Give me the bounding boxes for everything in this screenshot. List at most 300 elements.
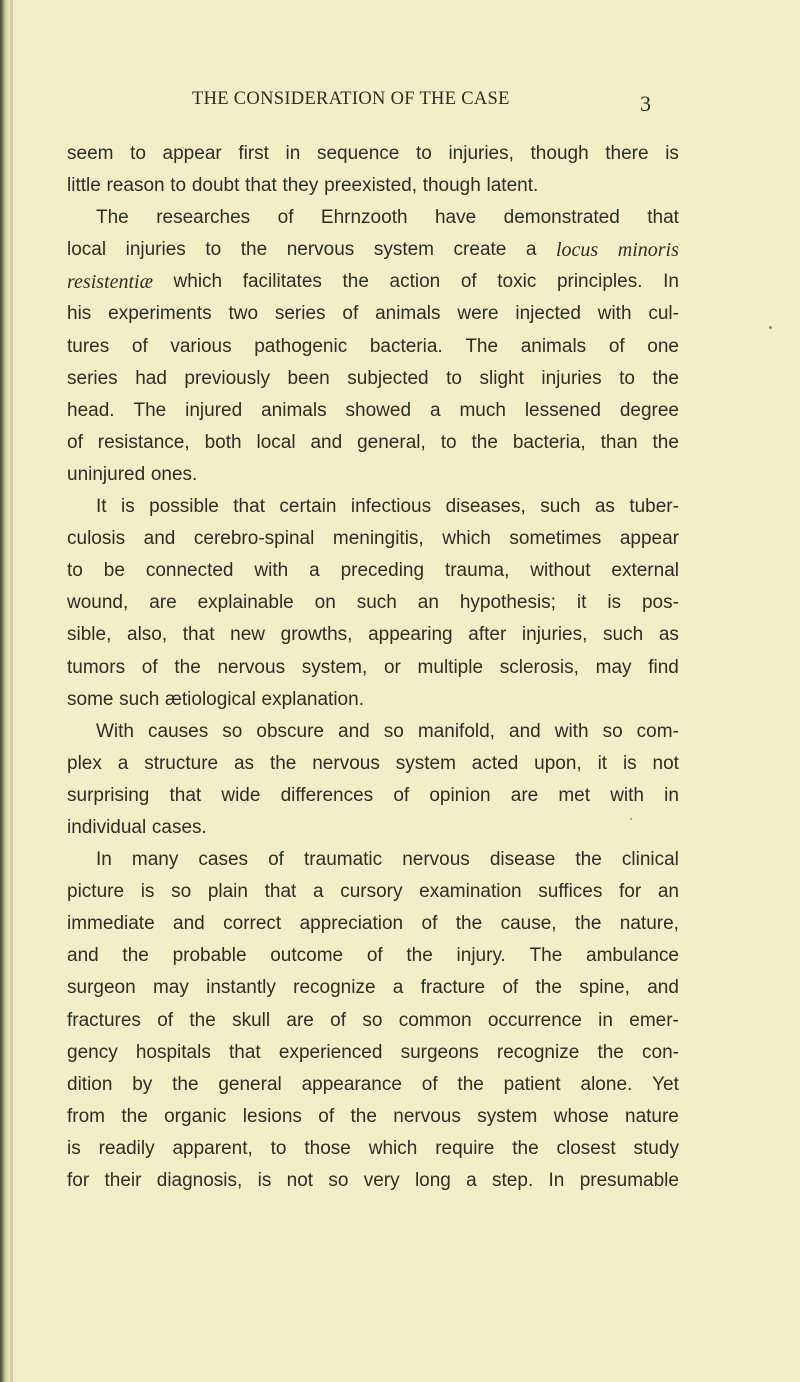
- word: previously: [184, 367, 270, 389]
- word: instantly: [206, 977, 276, 999]
- word: to: [440, 431, 457, 453]
- gutter-shadow: [10, 0, 13, 1382]
- word: pos-: [641, 592, 679, 614]
- paper-speck: [769, 326, 772, 329]
- word: are: [286, 1009, 314, 1031]
- word: causes: [148, 720, 209, 742]
- word: cases: [198, 849, 249, 871]
- word: wound,: [67, 592, 129, 614]
- word: facilitates: [242, 271, 322, 293]
- word: meningitis,: [332, 528, 424, 550]
- word: by: [132, 1073, 153, 1095]
- text-line: [67, 1165, 679, 1197]
- text-line: [67, 972, 679, 1004]
- word: the: [406, 945, 433, 967]
- word: to: [205, 239, 222, 261]
- word: upon,: [534, 752, 582, 774]
- word: a: [429, 399, 441, 421]
- word: diseases,: [445, 496, 526, 518]
- word: injected: [515, 303, 581, 325]
- word: a: [466, 1170, 477, 1191]
- word: outcome: [270, 945, 344, 967]
- word: general,: [357, 431, 426, 453]
- word: for: [619, 881, 642, 903]
- word: for: [67, 1170, 90, 1191]
- word: of: [141, 656, 158, 678]
- word: little: [67, 175, 101, 197]
- word: surgeons: [400, 1041, 479, 1063]
- word: alone.: [580, 1073, 633, 1095]
- word: In: [548, 1170, 565, 1191]
- text-line: [67, 940, 679, 972]
- word: emer-: [629, 1009, 679, 1031]
- word: sequence: [316, 143, 400, 164]
- page-binding-edge: [0, 0, 10, 1382]
- word: after: [468, 624, 507, 646]
- word: with: [610, 784, 644, 806]
- word: sible,: [67, 624, 112, 646]
- word: cerebro-spinal: [193, 528, 315, 550]
- word: to: [67, 560, 83, 582]
- word: minoris: [617, 239, 679, 262]
- word: step.: [492, 1170, 534, 1191]
- word: The: [465, 335, 499, 357]
- text-line: [67, 908, 679, 940]
- word: a: [392, 977, 404, 999]
- word: demonstrated: [503, 207, 620, 229]
- word: com-: [636, 720, 679, 742]
- word: nervous: [393, 1105, 461, 1127]
- word: their: [104, 1170, 142, 1191]
- text-line: [67, 363, 679, 395]
- word: pathogenic: [254, 335, 348, 357]
- word: an: [417, 592, 439, 614]
- word: though: [530, 143, 589, 164]
- word: surgeon: [67, 977, 136, 999]
- word: met: [558, 784, 591, 806]
- word: were: [457, 303, 499, 325]
- text-line: [67, 331, 679, 363]
- text-line: [67, 555, 679, 587]
- word: that: [233, 496, 265, 518]
- word: preceding: [340, 560, 425, 582]
- word: showed: [345, 399, 412, 421]
- word: is: [622, 752, 637, 774]
- word: of: [393, 784, 410, 806]
- word: be: [103, 560, 125, 582]
- word: not: [286, 1170, 314, 1191]
- word: which: [442, 528, 491, 550]
- word: injured: [185, 399, 243, 421]
- word: individual: [67, 816, 147, 838]
- word: injuries,: [521, 624, 588, 646]
- word: the: [471, 431, 498, 453]
- word: appearing: [368, 624, 453, 646]
- word: cul-: [648, 303, 679, 325]
- word: subjected: [347, 367, 429, 389]
- word: with: [597, 303, 632, 325]
- word: nervous: [402, 849, 470, 871]
- word: sometimes: [509, 528, 602, 550]
- word: series: [274, 303, 326, 325]
- word: the: [457, 1073, 484, 1095]
- word: wide: [221, 784, 261, 806]
- word: animals: [261, 399, 327, 421]
- word: system,: [301, 656, 368, 678]
- word: correct: [223, 913, 282, 935]
- word: tumors: [67, 656, 126, 678]
- word: picture: [67, 881, 125, 903]
- word: so: [328, 1170, 349, 1191]
- word: obscure: [256, 720, 324, 742]
- paper-speck: [630, 818, 632, 820]
- word: two: [228, 303, 259, 325]
- word: clinical: [621, 849, 679, 871]
- word: disease: [489, 849, 556, 871]
- word: lesions: [242, 1105, 302, 1127]
- word: are: [510, 784, 539, 806]
- word: ambulance: [586, 945, 679, 967]
- word: recognize: [293, 977, 376, 999]
- word: so: [222, 720, 243, 742]
- word: reason: [106, 175, 165, 197]
- word: a: [309, 560, 320, 582]
- word: plain: [207, 881, 248, 903]
- word: resistance,: [97, 431, 190, 453]
- word: as: [594, 496, 615, 518]
- word: to: [170, 175, 187, 197]
- word: nervous: [312, 752, 380, 774]
- word: there: [605, 143, 649, 164]
- word: system: [395, 752, 456, 774]
- word: bacteria.: [369, 335, 443, 357]
- word: with: [254, 560, 289, 582]
- word: of: [330, 1009, 347, 1031]
- word: dition: [67, 1073, 113, 1095]
- text-line: [67, 1101, 679, 1133]
- word: local: [67, 239, 107, 261]
- text-line: [67, 1005, 679, 1037]
- word: hypothesis;: [459, 592, 556, 614]
- text-line: [67, 684, 679, 716]
- text-line: [67, 844, 679, 876]
- word: fracture: [420, 977, 486, 999]
- word: the: [652, 367, 679, 389]
- word: find: [648, 656, 679, 678]
- word: infectious: [350, 496, 432, 518]
- word: manifold,: [417, 720, 495, 742]
- word: general: [218, 1073, 282, 1095]
- word: that: [245, 175, 277, 197]
- word: his: [67, 303, 92, 325]
- word: is: [607, 592, 622, 614]
- text-line: [67, 1069, 679, 1101]
- word: of: [460, 271, 477, 293]
- word: so: [383, 720, 404, 742]
- word: the: [350, 1105, 377, 1127]
- word: resistentiæ: [67, 271, 153, 294]
- word: may: [152, 977, 189, 999]
- word: bacteria,: [512, 431, 586, 453]
- page-number: 3: [640, 91, 651, 116]
- word: both: [204, 431, 242, 453]
- word: been: [287, 367, 330, 389]
- word: the: [121, 1105, 148, 1127]
- word: system: [373, 239, 435, 261]
- word: which: [368, 1137, 418, 1159]
- word: plex: [67, 752, 102, 774]
- word: they: [282, 175, 319, 197]
- word: it: [597, 752, 608, 774]
- word: appearance: [301, 1073, 402, 1095]
- word: so: [362, 1009, 383, 1031]
- word: that: [264, 881, 297, 903]
- word: to: [270, 1137, 287, 1159]
- word: the: [455, 913, 483, 935]
- word: seem: [67, 143, 114, 164]
- word: skull: [232, 1009, 271, 1031]
- word: of: [131, 335, 148, 357]
- text-line: [67, 716, 679, 748]
- word: diagnosis,: [156, 1170, 243, 1191]
- text-line: [67, 1037, 679, 1069]
- word: explainable: [197, 592, 294, 614]
- word: examination: [419, 881, 522, 903]
- word: it: [576, 592, 587, 614]
- word: the: [122, 945, 149, 967]
- word: immediate: [67, 913, 155, 935]
- word: opinion: [429, 784, 491, 806]
- word: con-: [642, 1041, 679, 1063]
- word: an: [657, 881, 679, 903]
- word: presumable: [579, 1170, 679, 1191]
- word: uninjured: [67, 463, 146, 485]
- word: a: [525, 239, 537, 261]
- text-line: [67, 748, 679, 780]
- word: readily: [98, 1137, 155, 1159]
- word: injuries,: [448, 143, 514, 164]
- text-line: [67, 298, 679, 330]
- page-header: [192, 89, 662, 116]
- word: as: [658, 624, 679, 646]
- word: local: [256, 431, 296, 453]
- text-line: [67, 491, 679, 523]
- word: as: [233, 752, 255, 774]
- word: in: [285, 143, 301, 164]
- word: injury.: [456, 945, 506, 967]
- word: cursory: [340, 881, 403, 903]
- text-line: [67, 395, 679, 427]
- word: of: [502, 977, 519, 999]
- text-line: [67, 812, 679, 844]
- word: appear: [162, 143, 222, 164]
- word: growths,: [280, 624, 353, 646]
- word: of: [342, 303, 359, 325]
- word: apparent,: [172, 1137, 253, 1159]
- word: principles.: [556, 271, 643, 293]
- word: such: [356, 592, 397, 614]
- word: of: [157, 1009, 174, 1031]
- word: and: [143, 528, 176, 550]
- word: head.: [67, 399, 115, 421]
- word: recognize: [496, 1041, 580, 1063]
- word: In: [96, 849, 112, 871]
- text-line: [67, 523, 679, 555]
- word: and: [310, 431, 343, 453]
- word: action: [389, 271, 441, 293]
- word: is: [120, 496, 135, 518]
- word: structure: [144, 752, 219, 774]
- word: cause,: [500, 913, 557, 935]
- word: long: [414, 1170, 451, 1191]
- word: doubt: [191, 175, 240, 197]
- word: of: [608, 335, 625, 357]
- word: a: [312, 881, 324, 903]
- word: injuries: [541, 367, 602, 389]
- word: With: [96, 720, 134, 742]
- word: much: [459, 399, 506, 421]
- word: experienced: [278, 1041, 383, 1063]
- word: so: [171, 881, 192, 903]
- word: certain: [279, 496, 337, 518]
- word: with: [554, 720, 589, 742]
- word: the: [597, 1041, 624, 1063]
- word: study: [633, 1137, 679, 1159]
- word: differences: [280, 784, 374, 806]
- word: of: [268, 849, 284, 871]
- word: appreciation: [299, 913, 404, 935]
- word: Yet: [652, 1073, 679, 1095]
- word: of: [318, 1105, 335, 1127]
- word: whose: [553, 1105, 609, 1127]
- word: is: [665, 143, 679, 164]
- word: and: [338, 720, 370, 742]
- text-line: [67, 459, 679, 491]
- word: a: [117, 752, 129, 774]
- word: latent.: [486, 175, 539, 197]
- running-head: THE CONSIDERATION OF THE CASE: [192, 89, 510, 109]
- word: The: [529, 945, 563, 967]
- word: in: [664, 784, 679, 806]
- word: the: [240, 239, 268, 261]
- text-line: [67, 876, 679, 908]
- word: closest: [556, 1137, 616, 1159]
- word: require: [435, 1137, 495, 1159]
- word: have: [434, 207, 477, 229]
- word: preexisted,: [324, 175, 418, 197]
- word: animals: [375, 303, 441, 325]
- word: may: [595, 656, 632, 678]
- text-line: [67, 266, 679, 298]
- word: one: [647, 335, 679, 357]
- word: common: [398, 1009, 472, 1031]
- text-line: [67, 202, 679, 234]
- word: culosis: [67, 528, 126, 550]
- word: probable: [172, 945, 247, 967]
- word: those: [304, 1137, 351, 1159]
- word: in: [598, 1009, 613, 1031]
- word: of: [366, 945, 383, 967]
- word: the: [512, 1137, 539, 1159]
- word: is: [67, 1137, 81, 1159]
- text-line: [67, 427, 679, 459]
- word: The: [96, 207, 129, 229]
- word: very: [363, 1170, 400, 1191]
- word: not: [652, 752, 679, 774]
- word: though: [422, 175, 481, 197]
- word: organic: [164, 1105, 227, 1127]
- text-line: [67, 1133, 679, 1165]
- word: cases.: [151, 816, 207, 838]
- word: which: [173, 271, 223, 293]
- word: spine,: [579, 977, 630, 999]
- word: nature,: [619, 913, 679, 935]
- word: surprising: [67, 784, 150, 806]
- word: multiple: [417, 656, 484, 678]
- word: is: [257, 1170, 272, 1191]
- word: slight: [479, 367, 524, 389]
- word: first: [238, 143, 269, 164]
- word: the: [652, 431, 679, 453]
- word: explanation.: [261, 688, 364, 710]
- word: appear: [619, 528, 679, 550]
- word: the: [189, 1009, 216, 1031]
- word: to: [415, 143, 432, 164]
- word: sclerosis,: [499, 656, 579, 678]
- word: researches: [156, 207, 251, 229]
- word: The: [133, 399, 167, 421]
- word: such: [119, 688, 160, 710]
- word: than: [600, 431, 638, 453]
- word: and: [67, 945, 99, 967]
- word: and: [509, 720, 541, 742]
- word: of: [421, 913, 438, 935]
- word: connected: [145, 560, 234, 582]
- text-line: [67, 138, 679, 170]
- word: to: [446, 367, 462, 389]
- word: system: [477, 1105, 538, 1127]
- word: ones.: [150, 463, 198, 485]
- word: experiments: [108, 303, 212, 325]
- text-line: [67, 234, 679, 266]
- word: the: [174, 656, 201, 678]
- word: new: [230, 624, 265, 646]
- word: that: [229, 1041, 261, 1063]
- word: so: [602, 720, 623, 742]
- word: hospitals: [135, 1041, 211, 1063]
- word: on: [314, 592, 336, 614]
- word: without: [530, 560, 591, 582]
- word: is: [140, 881, 155, 903]
- word: degree: [619, 399, 679, 421]
- word: to: [619, 367, 635, 389]
- word: trauma,: [444, 560, 510, 582]
- word: locus: [556, 239, 599, 262]
- word: suffices: [538, 881, 603, 903]
- word: the: [575, 849, 602, 871]
- word: or: [383, 656, 401, 678]
- text-line: [67, 587, 679, 619]
- word: external: [611, 560, 679, 582]
- word: various: [170, 335, 232, 357]
- word: series: [67, 367, 118, 389]
- text-line: [67, 780, 679, 812]
- word: traumatic: [304, 849, 383, 871]
- word: animals: [520, 335, 587, 357]
- word: also,: [127, 624, 168, 646]
- word: and: [173, 913, 205, 935]
- word: of: [421, 1073, 438, 1095]
